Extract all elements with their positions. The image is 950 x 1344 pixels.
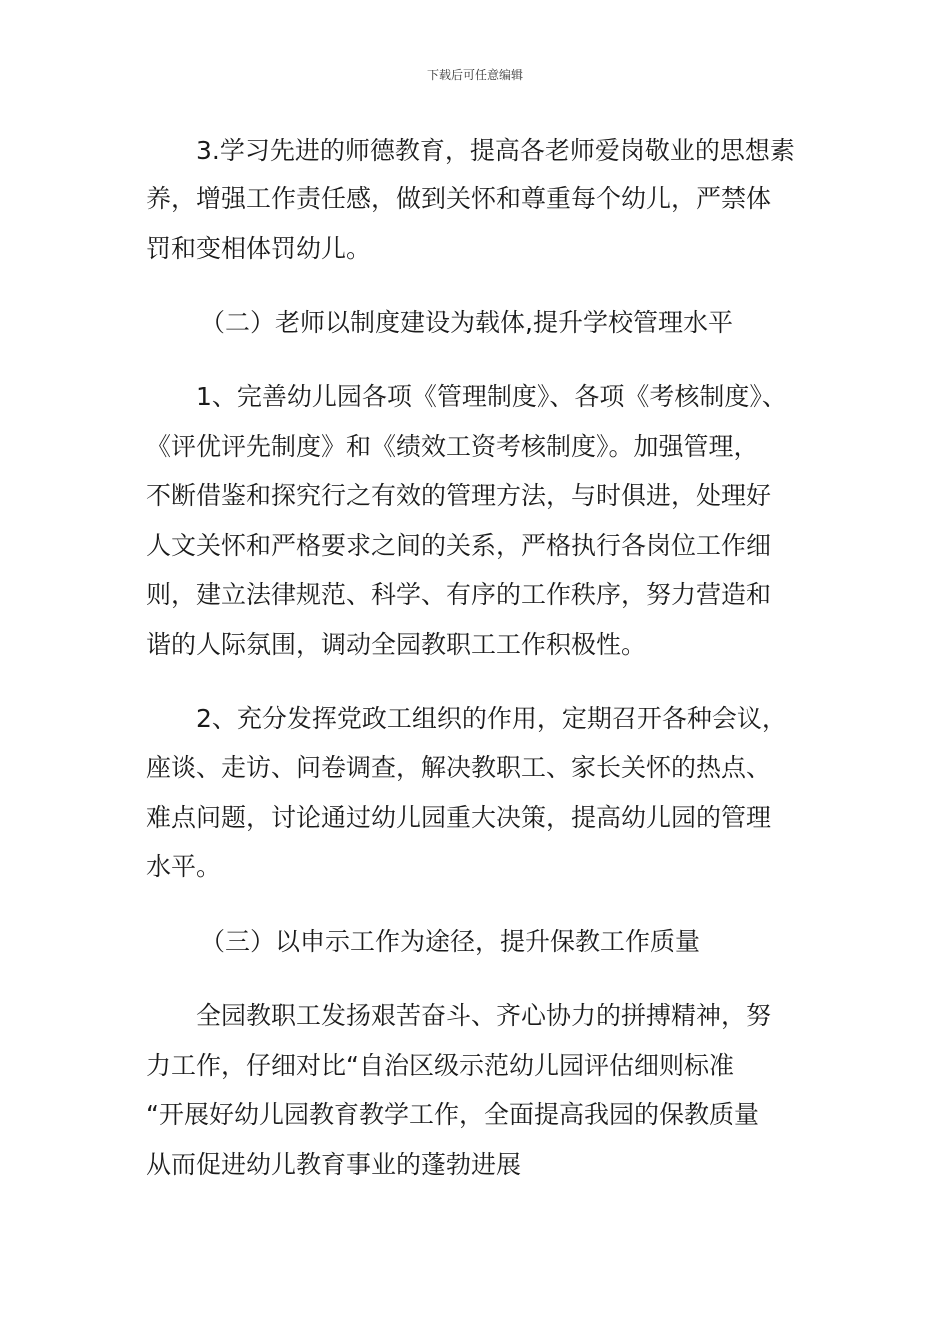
paragraph-line: 全园教职工发扬艰苦奋斗、齐心协力的拼搏精神，努 xyxy=(196,1001,772,1030)
paragraph-line: 从而促进幼儿教育事业的蓬勃进展 xyxy=(146,1150,522,1179)
section-heading: （三）以申示工作为途径，提升保教工作质量 xyxy=(200,927,701,956)
page-header: 下载后可任意编辑 xyxy=(426,68,523,82)
paragraph-line: 3.学习先进的师德教育，提高各老师爱岗敬业的思想素 xyxy=(196,136,795,165)
paragraph-line: 养，增强工作责任感，做到关怀和尊重每个幼儿，严禁体 xyxy=(146,184,772,213)
paragraph-line: 力工作，仔细对比“自治区级示范幼儿园评估细则标准 xyxy=(146,1051,734,1080)
paragraph-line: 人文关怀和严格要求之间的关系，严格执行各岗位工作细 xyxy=(146,531,772,560)
section-heading: （二）老师以制度建设为载体,提升学校管理水平 xyxy=(200,308,733,337)
paragraph-line: 座谈、走访、问卷调查，解决教职工、家长关怀的热点、 xyxy=(146,753,772,782)
paragraph-line: “开展好幼儿园教育教学工作，全面提高我园的保教质量 xyxy=(146,1100,759,1129)
paragraph-line: 谐的人际氛围，调动全园教职工工作积极性。 xyxy=(146,630,647,659)
paragraph-line: 难点问题，讨论通过幼儿园重大决策，提高幼儿园的管理 xyxy=(146,803,772,832)
paragraph-line: 2、充分发挥党政工组织的作用，定期召开各种会议， xyxy=(196,704,787,733)
paragraph-line: 罚和变相体罚幼儿。 xyxy=(146,234,372,263)
paragraph-line: 1、完善幼儿园各项《管理制度》、各项《考核制度》、 xyxy=(196,382,787,411)
paragraph-line: 《评优评先制度》和《绩效工资考核制度》。加强管理， xyxy=(146,432,759,461)
paragraph-line: 则，建立法律规范、科学、有序的工作秩序，努力营造和 xyxy=(146,580,772,609)
paragraph-line: 水平。 xyxy=(146,852,222,881)
paragraph-line: 不断借鉴和探究行之有效的管理方法，与时俱进，处理好 xyxy=(146,481,772,510)
